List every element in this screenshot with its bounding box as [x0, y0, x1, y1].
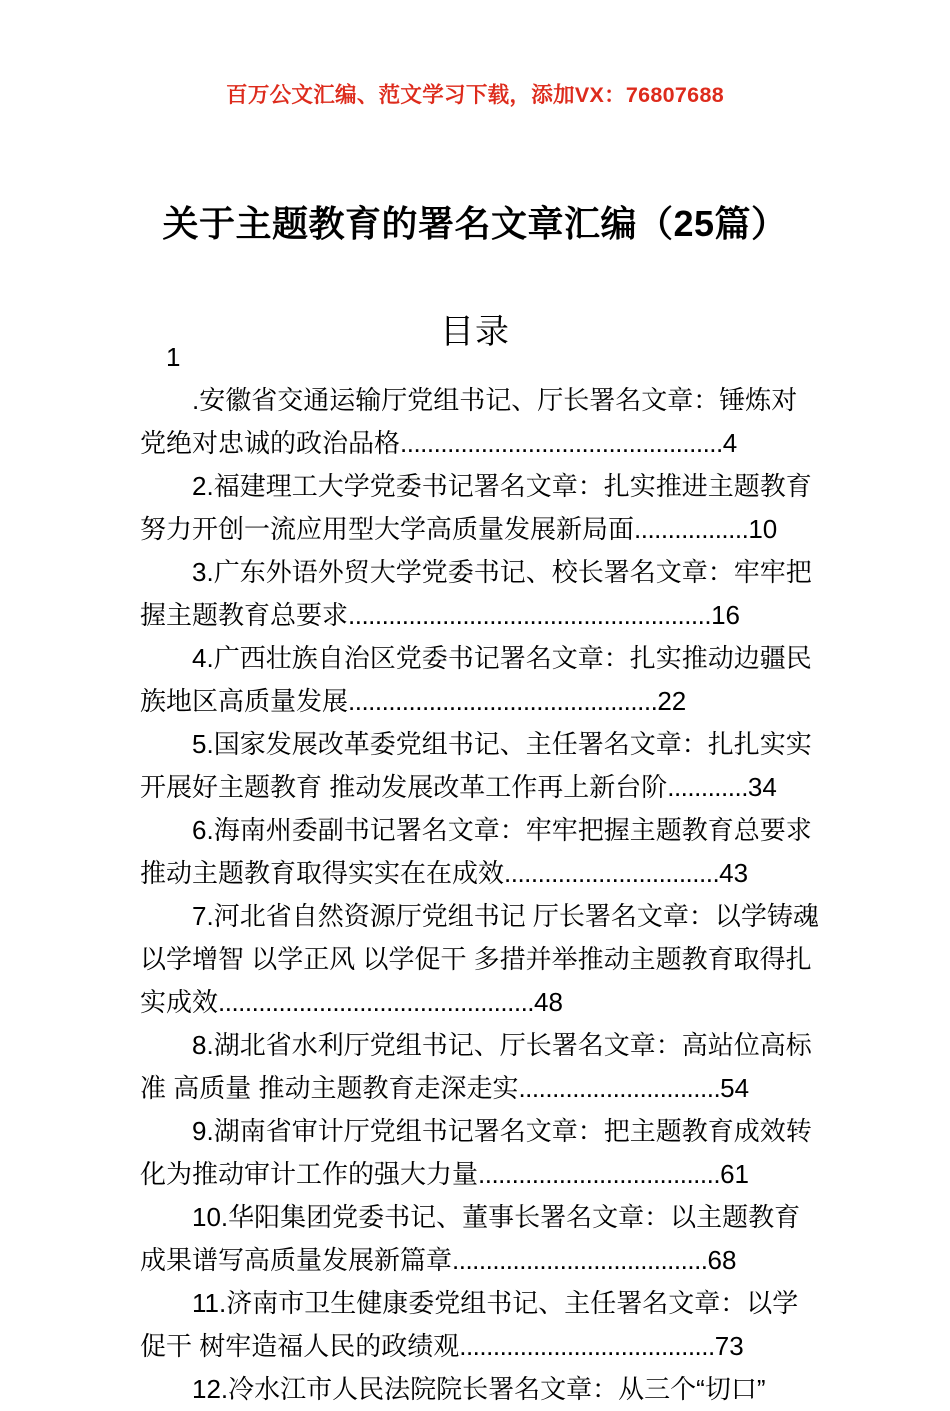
toc-page-number: 48 — [534, 987, 563, 1017]
toc-entry-title: 安徽省交通运输厅党组书记、厅长署名文章：锤炼对党绝对忠诚的政治品格 — [140, 385, 798, 458]
toc-entry-title: 广东外语外贸大学党委书记、校长署名文章：牢牢把握主题教育总要求 — [140, 557, 812, 630]
toc-entry-separator: . — [206, 643, 214, 673]
toc-entry-separator: . — [206, 1116, 214, 1146]
toc-leader-dots: ............................................... — [218, 987, 535, 1017]
toc-leader-dots: ................................ — [504, 858, 720, 888]
toc-entry-separator: . — [206, 471, 214, 501]
toc-page-number: 54 — [720, 1073, 750, 1103]
toc-page-number: 43 — [719, 858, 749, 888]
toc-entry-number: 3 — [192, 557, 207, 587]
toc-leader-dots: .............................. — [518, 1073, 721, 1103]
toc-page-number: 22 — [657, 686, 687, 716]
toc-leader-dots: ...................................... — [452, 1245, 708, 1275]
toc-leader-dots: ...................................... — [459, 1331, 715, 1361]
toc-entry-number: 8 — [192, 1030, 207, 1060]
promo-header-text: 百万公文汇编、范文学习下载，添加VX：76807688 — [226, 83, 724, 107]
toc-entry-separator: . — [206, 729, 214, 759]
toc-entry-title: 国家发展改革委党组书记、主任署名文章：扎扎实实开展好主题教育 推动发展改革工作再上新台阶 — [140, 729, 812, 802]
toc-entry-title: 广西壮族自治区党委书记署名文章：扎实推动边疆民族地区高质量发展 — [140, 643, 812, 716]
toc-page-number: 10 — [748, 514, 778, 544]
toc-entry[interactable] — [140, 465, 820, 551]
toc-entry-title: 湖北省水利厅党组书记、厅长署名文章：高站位高标准 高质量 推动主题教育走深走实 — [140, 1030, 812, 1103]
toc-entry-number: 6 — [192, 815, 207, 845]
toc-leader-dots: ................................................ — [400, 428, 723, 458]
page-title: 关于主题教育的署名文章汇编（25篇） — [162, 203, 788, 245]
toc-page-number: 16 — [711, 600, 741, 630]
toc-entry-number: 7 — [192, 901, 207, 931]
toc-page-number: 61 — [720, 1159, 749, 1189]
toc-entry-title: 华阳集团党委书记、董事长署名文章：以主题教育成果谱写高质量发展新篇章 — [140, 1202, 801, 1275]
toc-entry-number: 4 — [192, 643, 207, 673]
toc-entry-number: 10 — [192, 1202, 221, 1232]
toc-entry-title: 河北省自然资源厅党组书记 厅长署名文章：以学铸魂 以学增智 以学正风 以学促干 多措并举推动主题教育取得扎实成效 — [140, 901, 819, 1017]
toc-leader-dots: ...................................................... — [348, 600, 712, 630]
toc-list — [140, 336, 820, 1411]
toc-entry[interactable] — [140, 1196, 820, 1282]
toc-entry-separator: . — [206, 815, 214, 845]
toc-leader-dots: .................................... — [478, 1159, 721, 1189]
toc-entry-body — [140, 379, 820, 465]
toc-entry[interactable] — [140, 336, 820, 465]
toc-entry-separator: . — [206, 1030, 214, 1060]
toc-entry-title: 海南州委副书记署名文章：牢牢把握主题教育总要求 推动主题教育取得实实在在成效 — [140, 815, 812, 888]
toc-entry[interactable] — [140, 551, 820, 637]
toc-entry[interactable] — [140, 1282, 820, 1368]
toc-entry[interactable] — [140, 723, 820, 809]
toc-entry-separator: . — [220, 1202, 229, 1232]
toc-leader-dots: ............ — [667, 772, 748, 802]
toc-entry-title: 济南市卫生健康委党组书记、主任署名文章：以学促干 树牢造福人民的政绩观 — [140, 1288, 799, 1361]
toc-leader-dots: ................. — [634, 514, 749, 544]
toc-page-number: 34 — [747, 772, 777, 802]
toc-entry-separator: . — [192, 385, 200, 415]
toc-entry[interactable] — [140, 1368, 820, 1411]
toc-entry[interactable] — [140, 637, 820, 723]
toc-entry[interactable] — [140, 1024, 820, 1110]
toc-entry-title: 冷水江市人民法院院长署名文章：从三个“切口” — [228, 1374, 766, 1404]
toc-entry-title: 福建理工大学党委书记署名文章：扎实推进主题教育 努力开创一流应用型大学高质量发展新局面 — [140, 471, 812, 544]
toc-page-number: 73 — [714, 1331, 744, 1361]
toc-entry-title: 湖南省审计厅党组书记署名文章：把主题教育成效转化为推动审计工作的强大力量 — [140, 1116, 812, 1189]
toc-entry[interactable] — [140, 895, 820, 1024]
toc-entry-number: 12 — [192, 1374, 221, 1404]
toc-entry-separator: . — [206, 901, 214, 931]
toc-heading: 目录 — [440, 313, 510, 352]
toc-page-number: 4 — [722, 428, 738, 458]
toc-entry-number: 1 — [166, 342, 181, 372]
toc-entry-number: 11 — [192, 1288, 219, 1318]
toc-entry-number: 2 — [192, 471, 207, 501]
toc-entry[interactable] — [140, 1110, 820, 1196]
toc-entry-number: 5 — [192, 729, 207, 759]
toc-entry[interactable] — [140, 809, 820, 895]
toc-entry-number: 9 — [192, 1116, 207, 1146]
toc-entry-separator: . — [206, 557, 214, 587]
toc-entry-separator: . — [219, 1288, 227, 1318]
toc-page-number: 68 — [707, 1245, 737, 1275]
toc-entry-separator: . — [220, 1374, 229, 1404]
toc-leader-dots: .............................................. — [348, 686, 658, 716]
